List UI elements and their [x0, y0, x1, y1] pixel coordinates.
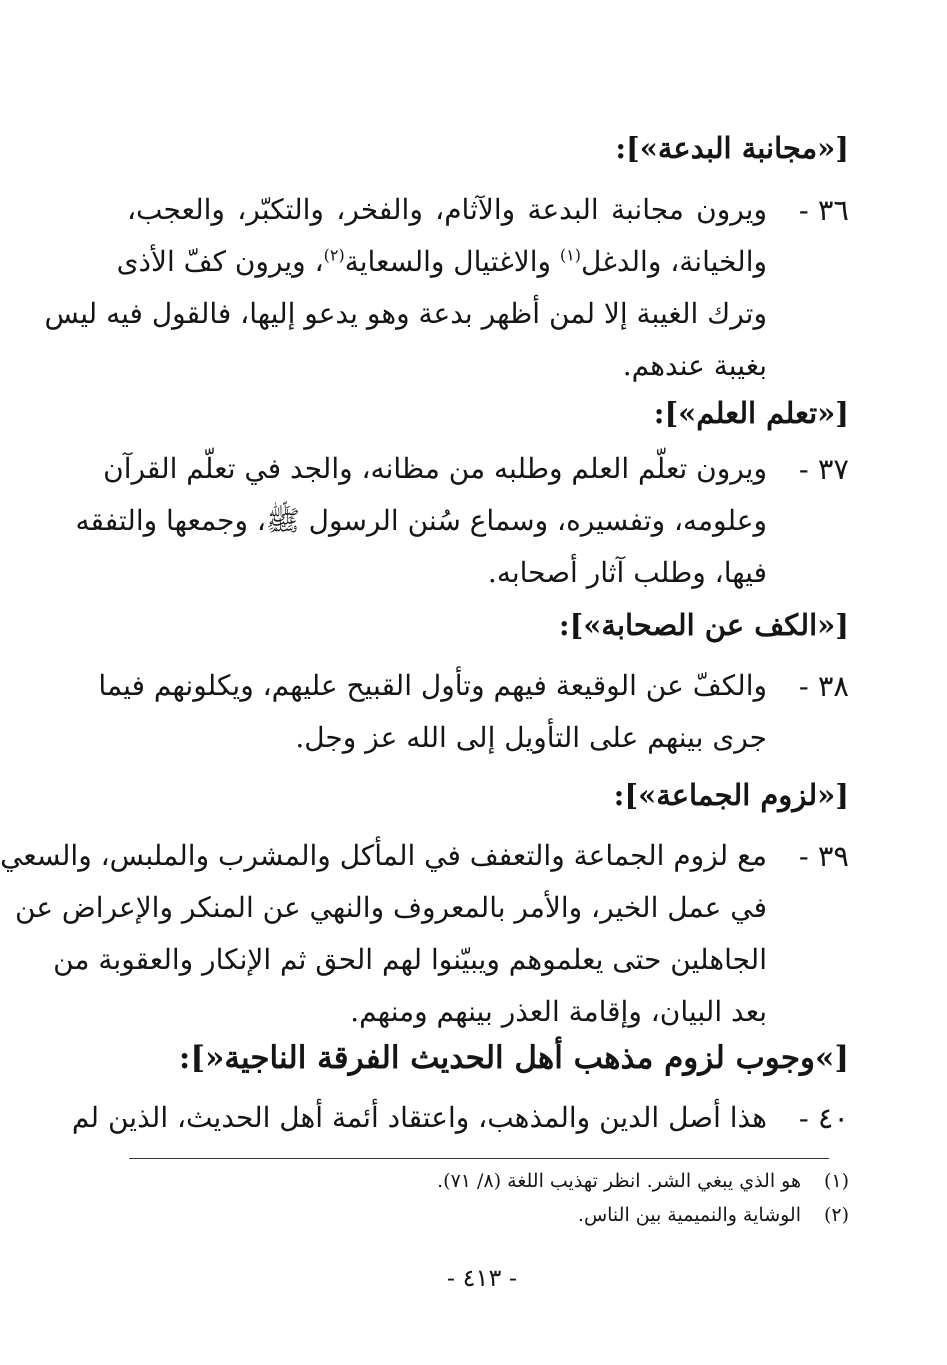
text-segment: ، ويرون كفّ الأذى [116, 245, 324, 278]
paragraph-number: ٣٧ - [798, 452, 849, 486]
text-line: هذا أصل الدين والمذهب، واعتقاد أئمة أهل الحديث، الذين لم [71, 1101, 767, 1134]
paragraph-number: ٣٨ - [798, 669, 849, 703]
section-heading-community: [«لزوم الجماعة»]: [613, 778, 849, 812]
footnote-text: هو الذي يبغي الشر. انظر تهذيب اللغة (٨/ ٧١). [437, 1170, 801, 1192]
footnote-text: الوشاية والنميمية بين الناس. [577, 1204, 801, 1226]
text-line: ويرون مجانبة البدعة والآثام، والفخر، والتكبّر، والعجب، [127, 193, 767, 226]
footnote-2 [129, 1198, 849, 1232]
page-number: - ٤١٣ - [446, 1264, 518, 1292]
footnote-number: (١) [823, 1170, 849, 1192]
text-line: الجاهلين حتى يعلموهم ويبيّنوا لهم الحق ثم الإنكار والعقوبة من [53, 943, 767, 976]
paragraph-number: ٣٦ - [798, 193, 849, 227]
section-heading-companions: [«الكف عن الصحابة»]: [558, 608, 849, 642]
text-segment: والخيانة، والدغل [580, 245, 767, 278]
text-line: فيها، وطلب آثار أصحابه. [487, 556, 767, 589]
section-heading-bid-a: [«مجانبة البدعة»]: [615, 131, 849, 165]
footnote-separator [129, 1158, 829, 1159]
footnote-number: (٢) [823, 1204, 849, 1226]
text-line: بعد البيان، وإقامة العذر بينهم ومنهم. [350, 995, 767, 1028]
paragraph-40 [71, 1092, 849, 1144]
footnote-1 [129, 1164, 849, 1198]
text-line: جرى بينهم على التأويل إلى الله عز وجل. [295, 721, 767, 754]
text-line: وترك الغيبة إلا لمن أظهر بدعة وهو يدعو إليها، فالقول فيه ليس [44, 297, 767, 330]
paragraph-36 [44, 184, 849, 392]
text-segment: والاغتيال والسعاية [344, 245, 560, 278]
paragraph-38 [98, 660, 849, 764]
paragraph-number: ٤٠ - [798, 1101, 849, 1135]
text-line: وعلومه، وتفسيره، وسماع سُنن الرسول ﷺ، وجمعها والتفقه [75, 504, 767, 537]
section-heading-hadith-school: [»وجوب لزوم مذهب أهل الحديث الفرقة الناجية«]: [178, 1040, 849, 1076]
text-line: ويرون تعلّم العلم وطلبه من مظانه، والجد في تعلّم القرآن [103, 452, 767, 485]
text-line: بغيبة عندهم. [622, 349, 767, 382]
footnote-ref-2: (٢) [323, 245, 345, 265]
text-line: مع لزوم الجماعة والتعفف في المأكل والمشرب والملبس، والسعي [0, 839, 767, 872]
paragraph-number: ٣٩ - [798, 839, 849, 873]
text-line-with-footnotes [116, 236, 767, 288]
text-line: في عمل الخير، والأمر بالمعروف والنهي عن المنكر والإعراض عن [15, 891, 767, 924]
footnote-ref-1: (١) [559, 245, 581, 265]
text-line: والكفّ عن الوقيعة فيهم وتأول القبيح عليهم، ويكلونهم فيما [98, 669, 767, 702]
section-heading-learning: [«تعلم العلم»]: [653, 396, 849, 430]
paragraph-39 [0, 830, 849, 1038]
paragraph-37 [75, 443, 849, 599]
